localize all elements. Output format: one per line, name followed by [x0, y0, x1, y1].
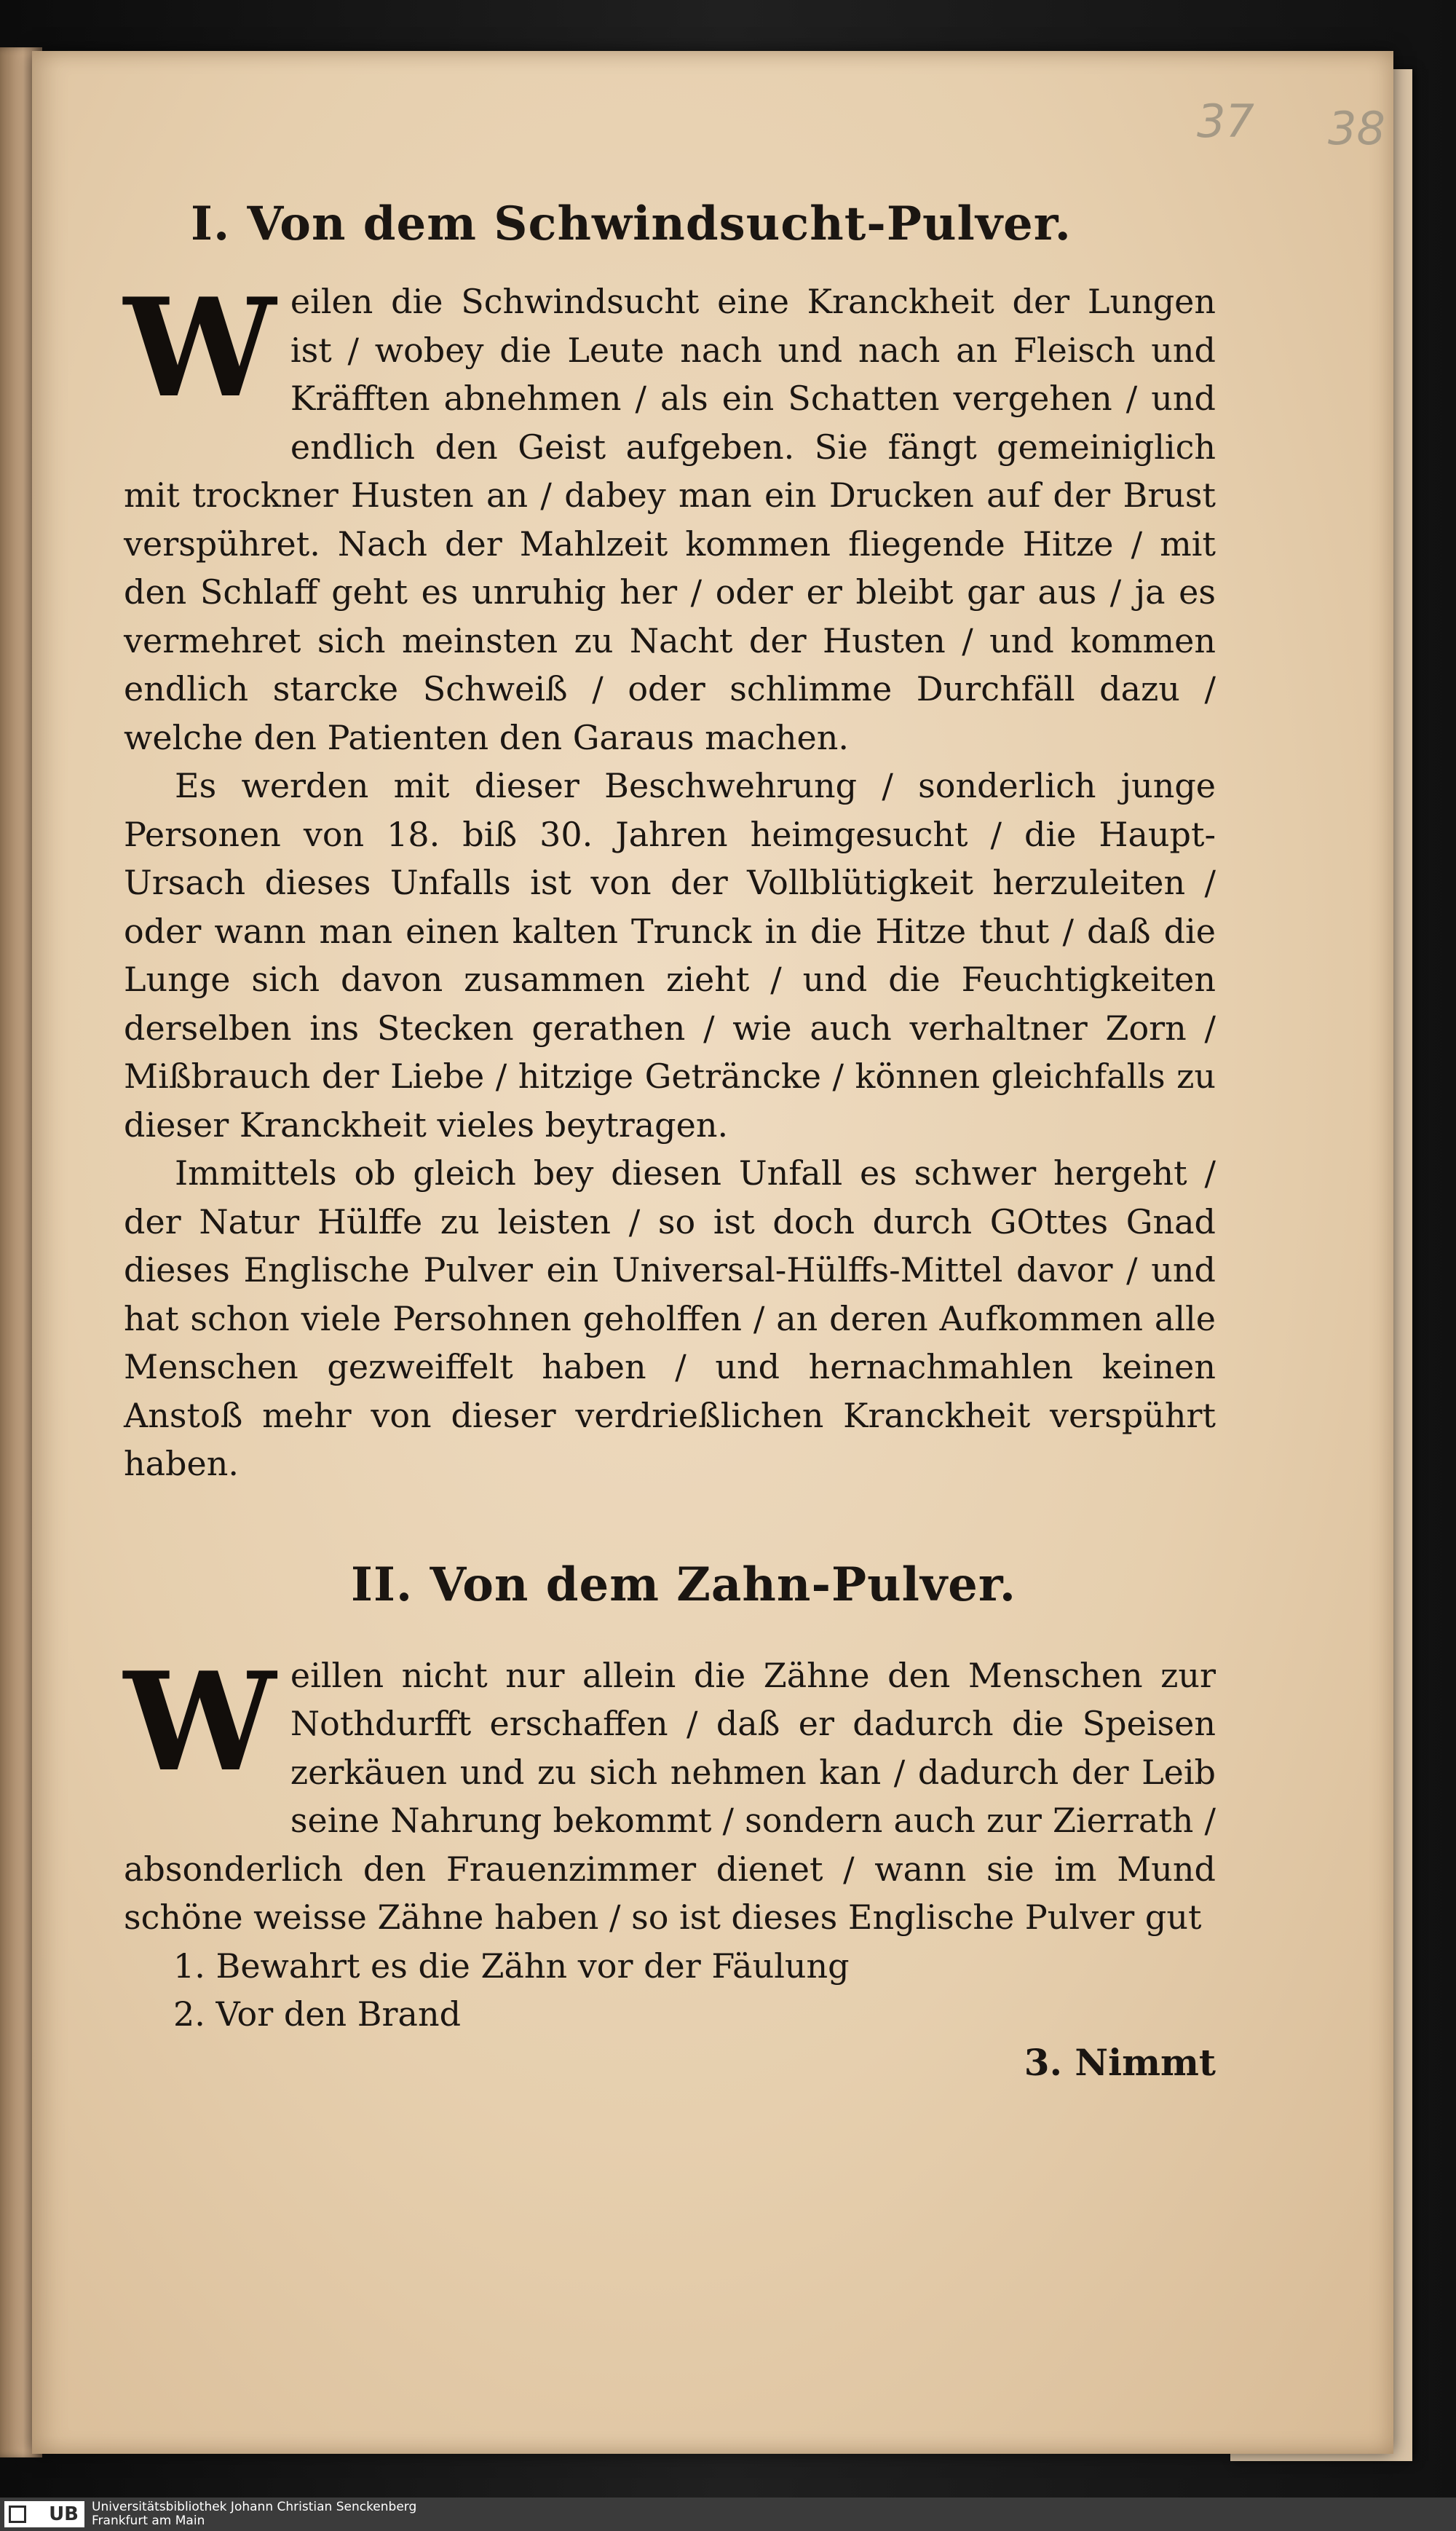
section-1-paragraph-1: [124, 268, 1216, 762]
section-1-paragraph-2: Es werden mit dieser Beschwehrung / sonderlich junge Personen von 18. biß 30. Jahren heimgesucht / die Haupt-Ursach dieses Unfalls ist von der Vollblütigkeit herzuleiten / oder wann man einen kalten Trunck in die Hitze thut / daß die Lunge sich davon zusammen zieht / und die Feuchtigkeiten derselben ins Stecken gerathen / wie auch verhaltner Zorn / Mißbrauch der Liebe / hitzige Geträncke / können gleichfalls zu dieser Kranckheit vieles beytragen.: [124, 766, 1216, 1145]
list-item: 1. Bewahrt es die Zähn vor der Fäulung: [173, 1946, 850, 1986]
folio-number: 37: [1197, 95, 1254, 148]
library-name: Universitätsbibliothek Johann Christian Senckenberg: [92, 2500, 417, 2514]
logo-mark-icon: [9, 2506, 26, 2523]
catchword: 3. Nimmt: [1024, 2040, 1216, 2084]
page-content: [124, 193, 1216, 2084]
benefit-list: [173, 1942, 1216, 2038]
drop-capital: W: [124, 268, 276, 427]
drop-capital: W: [124, 1641, 276, 1801]
library-credit: [92, 2500, 416, 2528]
section-2-heading: II. Von dem Zahn-Pulver.: [351, 1557, 1016, 1612]
paragraph-text: eillen nicht nur allein die Zähne den Menschen zur Nothdurfft erschaffen / daß er dadurch die Speisen zerkäuen und zu sich nehmen kan / dadurch der Leib seine Nahrung bekommt / sondern auch zur Zierrath / absonderlich den Frauenzimmer dienet / wann sie im Mund schöne weisse Zähne haben / so ist dieses Englische Pulver gut: [124, 1655, 1216, 1937]
paragraph-text: eilen die Schwindsucht eine Kranckheit der Lungen ist / wobey die Leute nach und nach an Fleisch und Kräfften abnehmen / als ein Schatten vergehen / und endlich den Geist aufgeben. Sie fängt gemeiniglich mit trockner Husten an / dabey man ein Drucken auf der Brust verspühret. Nach der Mahlzeit kommen fliegende Hitze / mit den Schlaff geht es unruhig her / oder er bleibt gar aus / ja es vermehret sich meinsten zu Nacht der Husten / und kommen endlich starcke Schweiß / oder schlimme Durchfäll dazu / welche den Patienten den Garaus machen.: [124, 282, 1216, 757]
section-1-heading: I. Von dem Schwindsucht-Pulver.: [191, 197, 1072, 251]
document-page: [32, 51, 1393, 2454]
library-footer: [0, 2498, 1456, 2531]
library-city: Frankfurt am Main: [92, 2514, 205, 2528]
library-logo: [4, 2501, 84, 2527]
section-2-paragraph-1: [124, 1641, 1216, 1942]
list-item: 2. Vor den Brand: [173, 1994, 462, 2034]
logo-text: UB: [49, 2503, 79, 2525]
folio-number: 38: [1328, 102, 1385, 155]
section-1-paragraph-3: Immittels ob gleich bey diesen Unfall es schwer hergeht / der Natur Hülffe zu leisten / so ist doch durch GOttes Gnad dieses Englische Pulver ein Universal-Hülffs-Mittel davor / und hat schon viele Persohnen geholffen / an deren Aufkommen alle Menschen gezweiffelt haben / und hernachmahlen keinen Anstoß mehr von dieser verdrießlichen Kranckheit verspührt haben.: [124, 1153, 1216, 1483]
